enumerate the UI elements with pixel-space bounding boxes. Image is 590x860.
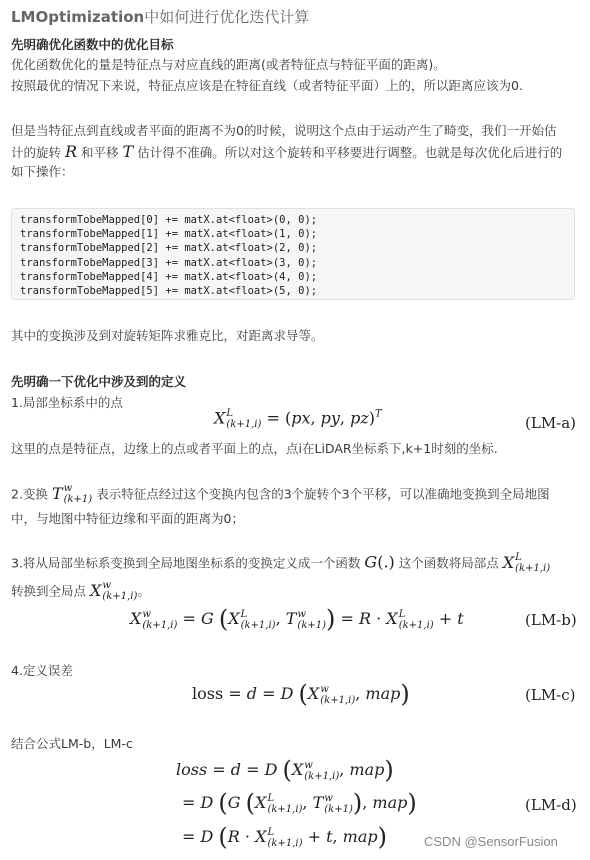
section-heading-objective: 先明确优化函数中的优化目标 [11, 37, 174, 52]
equation-tag-lm-c: (LM-c) [525, 686, 576, 704]
equation-lm-d-line-2: = D (G (X L (k+1,i) , T w (k+1) ), map) [182, 789, 417, 817]
title-latin: LMOptimization [11, 8, 145, 26]
text-span: 。 [137, 583, 150, 599]
paragraph-distortion-line-2 [11, 142, 562, 163]
equation-tag-lm-b: (LM-b) [525, 611, 577, 629]
paragraph-distortion-line-3: 如下操作： [11, 164, 74, 179]
code-block [11, 208, 575, 300]
text-span: 估计得不准确。所以对这个旋转和平移要进行调整。也就是每次优化后进行的 [137, 145, 563, 160]
item-3-line-2 [11, 580, 150, 602]
equation-lm-a: X L (k+1,i) = (px, py, pz)$^T$ [214, 408, 382, 430]
paragraph-distortion-line-1: 但是当特征点到直线或者平面的距离不为0的时候，说明这个点由于运动产生了畸变，我们一开始估 [11, 123, 557, 138]
symbol-transform: T w (k+1) [51, 483, 93, 505]
text-span: 和平移 [81, 145, 119, 160]
code-line: transformTobeMapped[5] += matX.at<float>(5, 0); [20, 285, 318, 298]
text-span: 3.将从局部坐标系变换到全局地图坐标系的变换定义成一个函数 [11, 555, 361, 571]
after-code-text: 其中的变换涉及到对旋转矩阵求雅克比，对距离求导等。 [11, 328, 324, 343]
code-line: transformTobeMapped[4] += matX.at<float>(4, 0); [20, 270, 318, 283]
page-title [11, 6, 309, 27]
code-line: transformTobeMapped[2] += matX.at<float>(2, 0); [20, 242, 318, 255]
symbol-local-point: X L (k+1,i) [502, 552, 551, 574]
equation-lm-d-line-1: loss = d = D (X w (k+1,i) , map) [176, 756, 394, 784]
item-1-description: 这里的点是特征点，边缘上的点或者平面上的点，点i在LiDAR坐标系下,k+1时刻的坐标. [11, 441, 498, 456]
item-2-line-1 [11, 483, 550, 505]
item-3-line-1 [11, 552, 550, 574]
text-span: 计的旋转 [11, 145, 62, 160]
symbol-global-point: X w (k+1,i) [90, 580, 138, 602]
item-1-label: 1.局部坐标系中的点 [11, 395, 123, 410]
objective-line-2: 按照最优的情况下来说，特征点应该是在特征直线（或者特征平面）上的，所以距离应该为0. [11, 78, 523, 93]
text-span: 这个函数将局部点 [398, 555, 499, 571]
section-heading-definitions: 先明确一下优化中涉及到的定义 [11, 374, 187, 389]
text-span: 2.变换 [11, 486, 48, 502]
title-cn: 中如何进行优化迭代计算 [144, 8, 310, 26]
item-4-label: 4.定义误差 [11, 663, 73, 678]
text-span: 表示特征点经过这个变换内包含的3个旋转个3个平移，可以准确地变换到全局地图 [96, 486, 550, 502]
equation-tag-lm-d: (LM-d) [525, 796, 577, 814]
combine-label: 结合公式LM-b，LM-c [11, 736, 133, 751]
equation-lm-d-line-3: = D (R · X L (k+1,i) + t, map) [182, 823, 387, 851]
text-span: 转换到全局点 [11, 583, 87, 599]
equation-lm-c: loss = d = D (X w (k+1,i) , map) [192, 680, 410, 708]
objective-line-1: 优化函数优化的量是特征点与对应直线的距离(或者特征点与特征平面的距离)。 [11, 57, 446, 72]
code-line: transformTobeMapped[0] += matX.at<float>(0, 0); [20, 214, 318, 226]
symbol-rotation: R [65, 142, 78, 161]
equation-tag-lm-a: (LM-a) [525, 414, 577, 432]
symbol-function-g: G(.) [364, 552, 395, 572]
code-line: transformTobeMapped[3] += matX.at<float>(3, 0); [20, 256, 318, 269]
code-line: transformTobeMapped[1] += matX.at<float>(1, 0); [20, 228, 318, 241]
equation-lm-b: X w (k+1,i) = G (X L (k+1,i) , T w (k+1) ) = R · X L (k+1,i) + t [130, 605, 464, 633]
item-2-line-2: 中，与地图中特征边缘和平面的距离为0； [11, 511, 244, 526]
watermark: CSDN @SensorFusion [424, 834, 558, 849]
symbol-translation: T [122, 142, 134, 161]
